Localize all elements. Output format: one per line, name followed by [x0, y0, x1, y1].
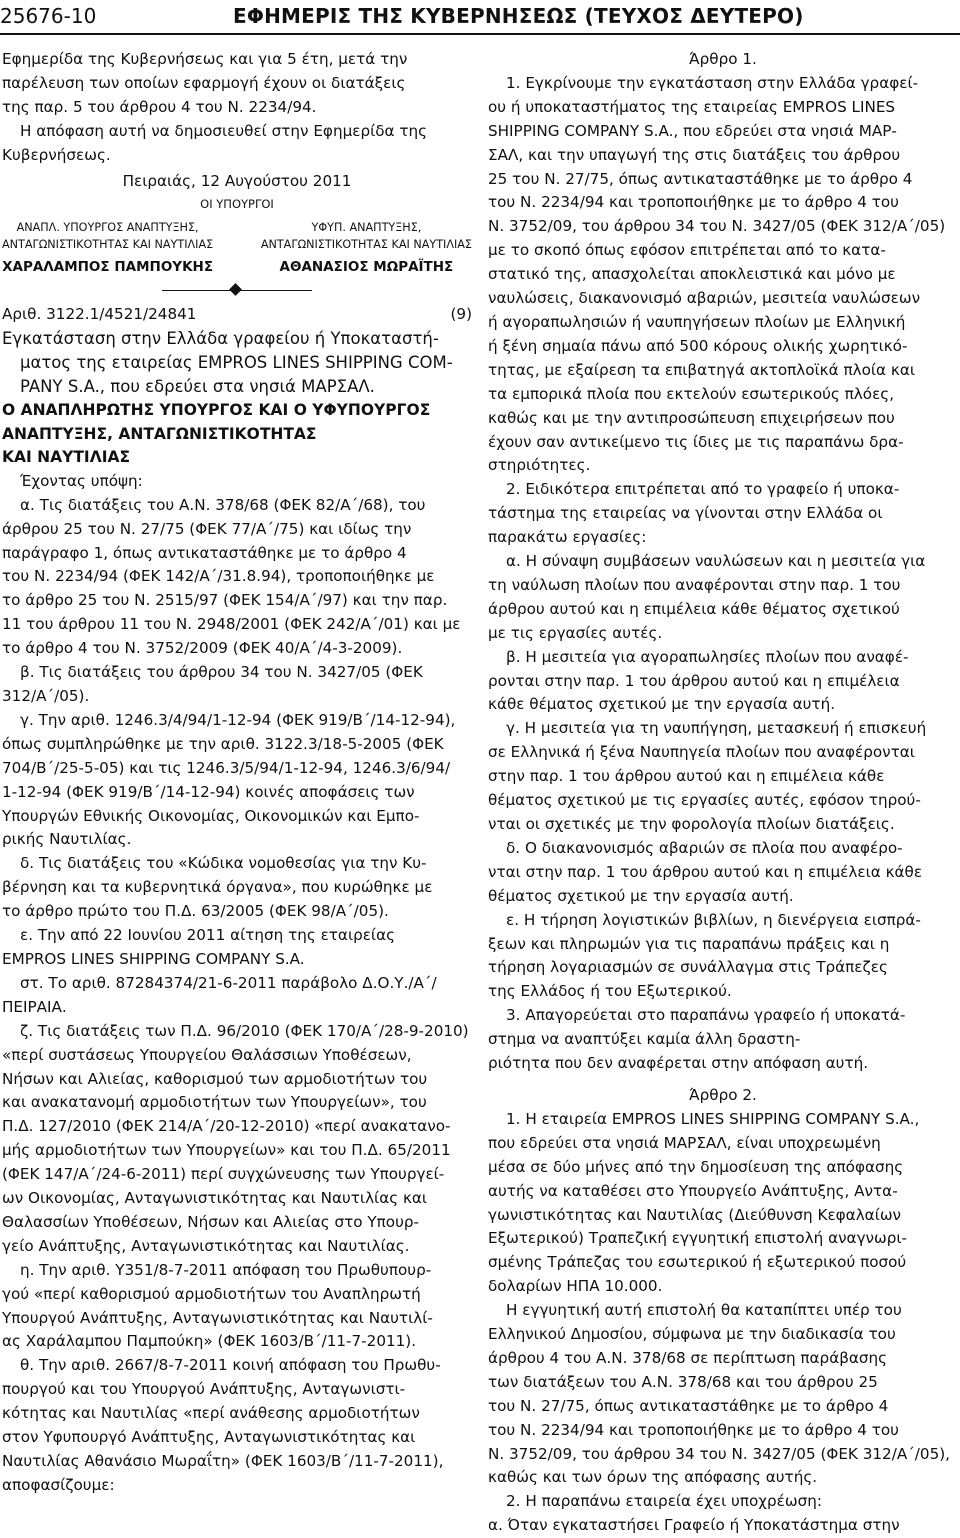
ministers-label: ΟΙ ΥΠΟΥΡΓΟΙ [200, 197, 274, 212]
text-line: ή ξένη σημαία πάνω από 500 κόρους ολικής χωρητικό- [488, 336, 908, 355]
text-line: νται οι σχετικές με την φορολογία πλοίων διατάξεις. [488, 815, 895, 833]
text-line: το άρθρο πρώτο του Π.Δ. 63/2005 (ΦΕΚ 98/Α΄/05). [2, 902, 389, 921]
text-line: ΚΑΙ ΝΑΥΤΙΛΙΑΣ [2, 448, 131, 467]
recital-a [2, 494, 472, 661]
text-line: βέρνηση και τα κυβερνητικά όργανα», που κυρώθηκε με [2, 878, 433, 897]
text-line: Θαλασσίων Υποθέσεων, Νήσων και Αλιείας στο Υπουρ- [2, 1212, 419, 1231]
recital-th [2, 1354, 472, 1497]
text-line: η. Την αριθ. Υ351/8-7-2011 απόφαση του Πρωθυπουρ- [20, 1260, 432, 1279]
text-line: στηριότητες. [488, 456, 591, 475]
text-line: το άρθρο 4 του Ν. 3752/2009 (ΦΕΚ 40/Α΄/4-3-2009). [2, 639, 403, 658]
text-line: ΠΕΙΡΑΙΑ. [2, 997, 67, 1016]
text-line: άρθρου 25 του Ν. 27/75 (ΦΕΚ 77/Α΄/75) και ιδίως την [2, 519, 412, 538]
text-line: καθώς και με την αντιπροσώπευση επιχειρήσεων που [488, 408, 895, 427]
recital-st [2, 972, 472, 1020]
text-line: Ο ΑΝΑΠΛΗΡΩΤΗΣ ΥΠΟΥΡΓΟΣ ΚΑΙ Ο ΥΦΥΠΟΥΡΓΟΣ [2, 401, 431, 420]
text-line: έχουν σαν αντικείμενο τις ίδιες με τις παραπάνω δρα- [488, 432, 904, 451]
section-separator [2, 279, 472, 303]
text-line: που εδρεύει στα νησιά ΜΑΡΣΑΛ, είναι υποχρεωμένη [488, 1133, 881, 1152]
place-date: Πειραιάς, 12 Αυγούστου 2011 [122, 171, 352, 190]
text-line: δ. Τις διατάξεις του «Κώδικα νομοθεσίας για την Κυ- [20, 854, 427, 873]
text-line: 1. Η εταιρεία EMPROS LINES SHIPPING COMPANY S.A., [506, 1109, 920, 1128]
text-line: κότητας και Ναυτιλίας «περί ανάθεσης αρμοδιοτήτων [2, 1404, 420, 1423]
text-line: 704/Β΄/25-5-05) και τις 1246.3/5/94/1-12-94, 1246.3/6/94/ [2, 758, 451, 777]
header-rule [0, 33, 960, 35]
text-line: 1. Εγκρίνουμε την εγκατάσταση στην Ελλάδα γραφεί- [506, 73, 919, 92]
gazette-title: ΕΦΗΜΕΡΙΣ ΤΗΣ ΚΥΒΕΡΝΗΣΕΩΣ (ΤΕΥΧΟΣ ΔΕΥΤΕΡΟ) [233, 4, 804, 28]
text-line: πουργού και του Υπουργού Ανάπτυξης, Ανταγωνιστι- [2, 1380, 406, 1399]
recital-h [2, 1259, 472, 1355]
text-line: όπως συμπληρώθηκε με την αριθ. 3122.3/18-5-2005 (ΦΕΚ [2, 734, 444, 753]
text-line: του Ν. 2234/94 και τροποποιήθηκε με το άρθρο 4 του [488, 193, 899, 212]
text-line: ων Οικονομίας, Ανταγωνιστικότητας και Ναυτιλίας και [2, 1189, 428, 1208]
article-1-item-e [488, 909, 958, 1005]
article-1-item-a [488, 550, 958, 646]
text-line: α. Η σύναψη συμβάσεων ναυλώσεων και η μεσιτεία για [506, 552, 926, 571]
signature-left-name: ΧΑΡΑΛΑΜΠΟΣ ΠΑΜΠΟΥΚΗΣ [2, 259, 214, 276]
text-line: στην παρ. 1 του άρθρου αυτού και η επιμέλεια κάθε [488, 767, 885, 786]
separator-diamond-icon [229, 284, 242, 297]
text-line: σε Ελληνικά ή ξένα Ναυπηγεία πλοίων που αναφέρονται [488, 743, 915, 762]
recital-e [2, 924, 472, 972]
text-line: ΑΝΑΠΤΥΞΗΣ, ΑΝΤΑΓΩΝΙΣΤΙΚΟΤΗΤΑΣ [2, 424, 317, 443]
signature-right-title-2: ΑΝΤΑΓΩΝΙΣΤΙΚΟΤΗΤΑΣ ΚΑΙ ΝΑΥΤΙΛΙΑΣ [260, 238, 472, 252]
text-line: στον Υφυπουργό Ανάπτυξης, Ανταγωνιστικότητας και [2, 1428, 416, 1447]
text-line: Υπουργού Ανάπτυξης, Ανταγωνιστικότητας και Ναυτιλί- [2, 1308, 433, 1327]
text-line: του Ν. 27/75, όπως αντικαταστάθηκε με το άρθρο 4 [488, 1396, 889, 1415]
text-line: τήρηση λογαριασμών σε συνάλλαγμα στις Τράπεζες [488, 958, 888, 977]
text-line: Ν. 3752/09, του άρθρου 34 του Ν. 3427/05 (ΦΕΚ 312/Α΄/05), [488, 1444, 950, 1463]
text-line: α. Τις διατάξεις του Α.Ν. 378/68 (ΦΕΚ 82/Α΄/68), του [20, 495, 426, 514]
text-line: στ. Το αριθ. 87284374/21-6-2011 παράβολο Δ.Ο.Υ./Α΄/ [20, 973, 437, 992]
text-line: ρονται στην παρ. 1 του άρθρου αυτού και η επιμέλεια [488, 671, 900, 690]
article-1-item-d [488, 837, 958, 909]
text-line: καθώς και των όρων της απόφασης αυτής. [488, 1468, 818, 1487]
article-2-paragraph-guarantee [488, 1299, 958, 1490]
text-line: των διατάξεων του Α.Ν. 378/68 και του άρθρου 25 [488, 1372, 878, 1391]
text-line: με το σκοπό όπως εφόσον επιτρέπεται από το κατα- [488, 241, 886, 260]
text-line: Υπουργών Εθνικής Οικονομίας, Οικονομικών και Εμπο- [2, 806, 420, 825]
text-line: SHIPPING COMPANY S.A., που εδρεύει στα νησιά ΜΑΡ- [488, 121, 897, 140]
text-line: θ. Την αριθ. 2667/8-7-2011 κοινή απόφαση του Πρωθυ- [20, 1356, 441, 1375]
text-line: παρακάτω εργασίες: [488, 528, 647, 547]
text-line: Κυβερνήσεως. [2, 145, 111, 164]
text-line: και ανακατανομή αρμοδιοτήτων των Υπουργείων», του [2, 1093, 427, 1112]
text-line: 312/Α΄/05). [2, 687, 90, 705]
text-line: κάθε θέματος σχετικού με την εργασία αυτή. [488, 695, 836, 714]
authority-heading [2, 399, 472, 470]
text-line: ας Χαράλαμπου Παμπούκη» (ΦΕΚ 1603/Β΄/11-7-2011). [2, 1332, 417, 1351]
text-line: τητας, με εξαίρεση τα επιβατηγά ακτοπλοϊκά πλοία και [488, 360, 915, 379]
recital-d [2, 852, 472, 924]
text-line: ξεων και πληρωμών για τις παραπάνω πράξεις και η [488, 934, 890, 953]
text-line: «περί συστάσεως Υπουργείου Θαλάσσιων Υποθέσεων, [2, 1045, 412, 1064]
text-line: με τις εργασίες αυτές. [488, 623, 663, 642]
text-line: στατικό της, απασχολείται αποκλειστικά και μόνο με [488, 265, 896, 284]
text-line: EMPROS LINES SHIPPING COMPANY S.A. [2, 949, 305, 968]
text-line: αυτής να καταθέσει στο Υπουργείο Ανάπτυξης, Αντα- [488, 1181, 898, 1200]
text-line: PANY S.A., που εδρεύει στα νησιά ΜΑΡΣΑΛ. [20, 377, 375, 397]
text-line: ΣΑΛ, και την υπαγωγή της στις διατάξεις του άρθρου [488, 145, 901, 164]
text-line: ε. Την από 22 Ιουνίου 2011 αίτηση της εταιρείας [20, 926, 396, 945]
text-line: τη ναύλωση πλοίων που αναφέρονται στην παρ. 1 του [488, 575, 901, 594]
text-line: στημα να αναπτύξει καμία άλλη δραστη- [488, 1030, 801, 1049]
text-line: δολαρίων ΗΠΑ 10.000. [488, 1277, 663, 1296]
text-line: μέσα σε δύο μήνες από την δημοσίευση της απόφασης [488, 1157, 904, 1176]
text-line: ματος της εταιρείας EMPROS LINES SHIPPING COM- [20, 353, 453, 373]
text-line: παράγραφο 1, όπως αντικαταστάθηκε με το άρθρο 4 [2, 543, 407, 562]
text-line: ή αγοραπωλησιών ή ναυπηγήσεων πλοίων με Ελληνική [488, 312, 906, 331]
text-line: νται στην παρ. 1 του άρθρου αυτού και η επιμέλεια κάθε [488, 862, 923, 881]
signature-left-title-1: ΑΝΑΠΛ. ΥΠΟΥΡΓΟΣ ΑΝΑΠΤΥΞΗΣ, [16, 221, 199, 235]
article-2-paragraph-1 [488, 1108, 958, 1299]
reference-code: (9) [450, 305, 472, 324]
signature-right [261, 219, 472, 279]
text-line: μής αρμοδιοτήτων των Υπουργείων» και του Π.Δ. 65/2011 [2, 1141, 451, 1160]
article-1-paragraph-3 [488, 1004, 958, 1076]
right-column [488, 48, 958, 1538]
text-line: ε. Η τήρηση λογιστικών βιβλίων, η διενέργεια εισπρά- [506, 910, 921, 929]
text-line: σμένης Τράπεζας του εσωτερικού ή εξωτερικού ποσού [488, 1253, 907, 1272]
article-1-paragraph-1 [488, 72, 958, 478]
text-line: ζ. Τις διατάξεις των Π.Δ. 96/2010 (ΦΕΚ 170/Α΄/28-9-2010) [20, 1021, 469, 1040]
having-regard: Έχοντας υπόψη: [20, 471, 143, 490]
text-line: θέματος σχετικού με την εργασία αυτή. [488, 886, 794, 905]
reference-row [2, 303, 472, 327]
text-line: 3. Απαγορεύεται στο παραπάνω γραφείο ή υποκατά- [506, 1006, 906, 1025]
text-line: το άρθρο 25 του Ν. 2515/97 (ΦΕΚ 154/Α΄/97) και την παρ. [2, 591, 448, 610]
text-line: θέματος σχετικού με τις εργασίες αυτές, εφόσον τηρού- [488, 791, 921, 810]
decision-subject [2, 327, 472, 399]
text-line: (ΦΕΚ 147/Α΄/24-6-2011) περί συγχώνευσης των Υπουργεί- [2, 1165, 445, 1184]
text-line: 25 του Ν. 27/75, όπως αντικαταστάθηκε με το άρθρο 4 [488, 169, 913, 188]
recital-z [2, 1020, 472, 1259]
article-1-item-c [488, 717, 958, 837]
signature-right-title-1: ΥΦΥΠ. ΑΝΑΠΤΥΞΗΣ, [311, 221, 422, 235]
text-line: άρθρου 4 του Α.Ν. 378/68 σε περίπτωση παράβασης [488, 1348, 888, 1367]
article-2-title: Άρθρο 2. [689, 1085, 757, 1104]
article-1-item-b [488, 646, 958, 718]
article-1-title: Άρθρο 1. [689, 50, 757, 68]
page-header [0, 0, 960, 36]
text-line: β. Τις διατάξεις του άρθρου 34 του Ν. 3427/05 (ΦΕΚ [20, 663, 423, 682]
intro-paragraph [2, 48, 472, 120]
text-line: ναυλώσεις, διακανονισμό αβαριών, μεσιτεία ναυλώσεων [488, 289, 921, 308]
text-line: Εφημερίδα της Κυβερνήσεως και για 5 έτη, μετά την [2, 50, 408, 68]
article-2-paragraph-2 [488, 1490, 958, 1538]
signature-right-name: ΑΘΑΝΑΣΙΟΣ ΜΩΡΑΪΤΗΣ [279, 259, 454, 276]
text-line: Ελληνικού Δημοσίου, σύμφωνα με την διαδικασία του [488, 1325, 896, 1344]
article-1-paragraph-2 [488, 478, 958, 550]
text-line: δ. Ο διακανονισμός αβαριών σε πλοία που αναφέρο- [506, 838, 903, 857]
text-line: γού «περί καθορισμού αρμοδιοτήτων του Αναπληρωτή [2, 1284, 421, 1303]
publish-paragraph [2, 120, 472, 168]
text-line: Ν. 3752/09, του άρθρου 34 του Ν. 3427/05 (ΦΕΚ 312/Α΄/05) [488, 217, 946, 236]
text-line: Η απόφαση αυτή να δημοσιευθεί στην Εφημερίδα της [20, 121, 428, 140]
text-line: γωνιστικότητας και Ναυτιλίας (Διεύθυνση Κεφαλαίων [488, 1205, 902, 1224]
text-line: 1-12-94 (ΦΕΚ 919/Β΄/14-12-94) κοινές αποφάσεις των [2, 782, 415, 801]
text-line: Εξωτερικού) Τραπεζική εγγυητική επιστολή αναγνωρι- [488, 1229, 908, 1248]
text-line: γείο Ανάπτυξης, Ανταγωνιστικότητας και Ναυτιλίας. [2, 1236, 410, 1255]
text-line: ου ή υποκαταστήματος της εταιρείας EMPROS LINES [488, 97, 896, 116]
text-line: 2. Η παραπάνω εταιρεία έχει υποχρέωση: [506, 1492, 822, 1511]
text-line: του Ν. 2234/94 (ΦΕΚ 142/Α΄/31.8.94), τροποποιήθηκε με [2, 567, 435, 586]
text-line: Π.Δ. 127/2010 (ΦΕΚ 214/Α΄/20-12-2010) «περί ανακατανο- [2, 1117, 451, 1136]
text-line: 11 του άρθρου 11 του Ν. 2948/2001 (ΦΕΚ 242/Α΄/01) και με [2, 615, 461, 634]
text-line: αποφασίζουμε: [2, 1475, 115, 1494]
text-line: Νήσων και Αλιείας, καθορισμού των αρμοδιοτήτων του [2, 1069, 428, 1088]
text-line: 2. Ειδικότερα επιτρέπεται από το γραφείο ή υποκα- [506, 480, 900, 499]
text-line: άρθρου αυτού και η επιμέλεια κάθε θέματος σχετικού [488, 599, 900, 618]
text-line: Εγκατάσταση στην Ελλάδα γραφείου ή Υποκαταστή- [2, 329, 439, 349]
signature-left-title-2: ΑΝΤΑΓΩΝΙΣΤΙΚΟΤΗΤΑΣ ΚΑΙ ΝΑΥΤΙΛΙΑΣ [2, 238, 214, 252]
text-line: γ. Η μεσιτεία για τη ναυπήγηση, μετασκευή ή επισκευή [506, 719, 927, 738]
text-line: της Ελλάδος ή του Εξωτερικού. [488, 982, 732, 1001]
text-line: β. Η μεσιτεία για αγοραπωλησίες πλοίων που αναφέ- [506, 647, 909, 666]
signatures [2, 219, 472, 279]
signature-left [2, 219, 213, 279]
text-line: ριότητα που δεν αναφέρεται στην απόφαση αυτή. [488, 1054, 869, 1073]
recital-c [2, 709, 472, 852]
reference-number: Αριθ. 3122.1/4521/24841 [2, 305, 197, 324]
left-column [2, 48, 472, 1498]
text-line: Η εγγυητική αυτή επιστολή θα καταπίπτει υπέρ του [506, 1301, 902, 1320]
recital-b [2, 661, 472, 709]
text-line: α. Όταν εγκαταστήσει Γραφείο ή Υποκατάστημα στην [488, 1516, 900, 1535]
text-line: του Ν. 2234/94 και τροποποιήθηκε με το άρθρο 4 του [488, 1420, 899, 1439]
text-line: ρικής Ναυτιλίας. [2, 830, 132, 849]
text-line: της παρ. 5 του άρθρου 4 του Ν. 2234/94. [2, 97, 317, 116]
page-number: 25676-10 [0, 4, 97, 28]
text-line: τα εμπορικά πλοία που εκτελούν εσωτερικούς πλόες, [488, 384, 895, 403]
text-line: γ. Την αριθ. 1246.3/4/94/1-12-94 (ΦΕΚ 919/Β΄/14-12-94), [20, 710, 456, 729]
text-line: παρέλευση των οποίων εφαρμογή έχουν οι διατάξεις [2, 73, 406, 92]
text-line: τάστημα της εταιρείας να γίνονται στην Ελλάδα οι [488, 504, 883, 523]
text-line: Ναυτιλίας Αθανάσιο Μωραΐτη» (ΦΕΚ 1603/Β΄/11-7-2011), [2, 1452, 444, 1470]
